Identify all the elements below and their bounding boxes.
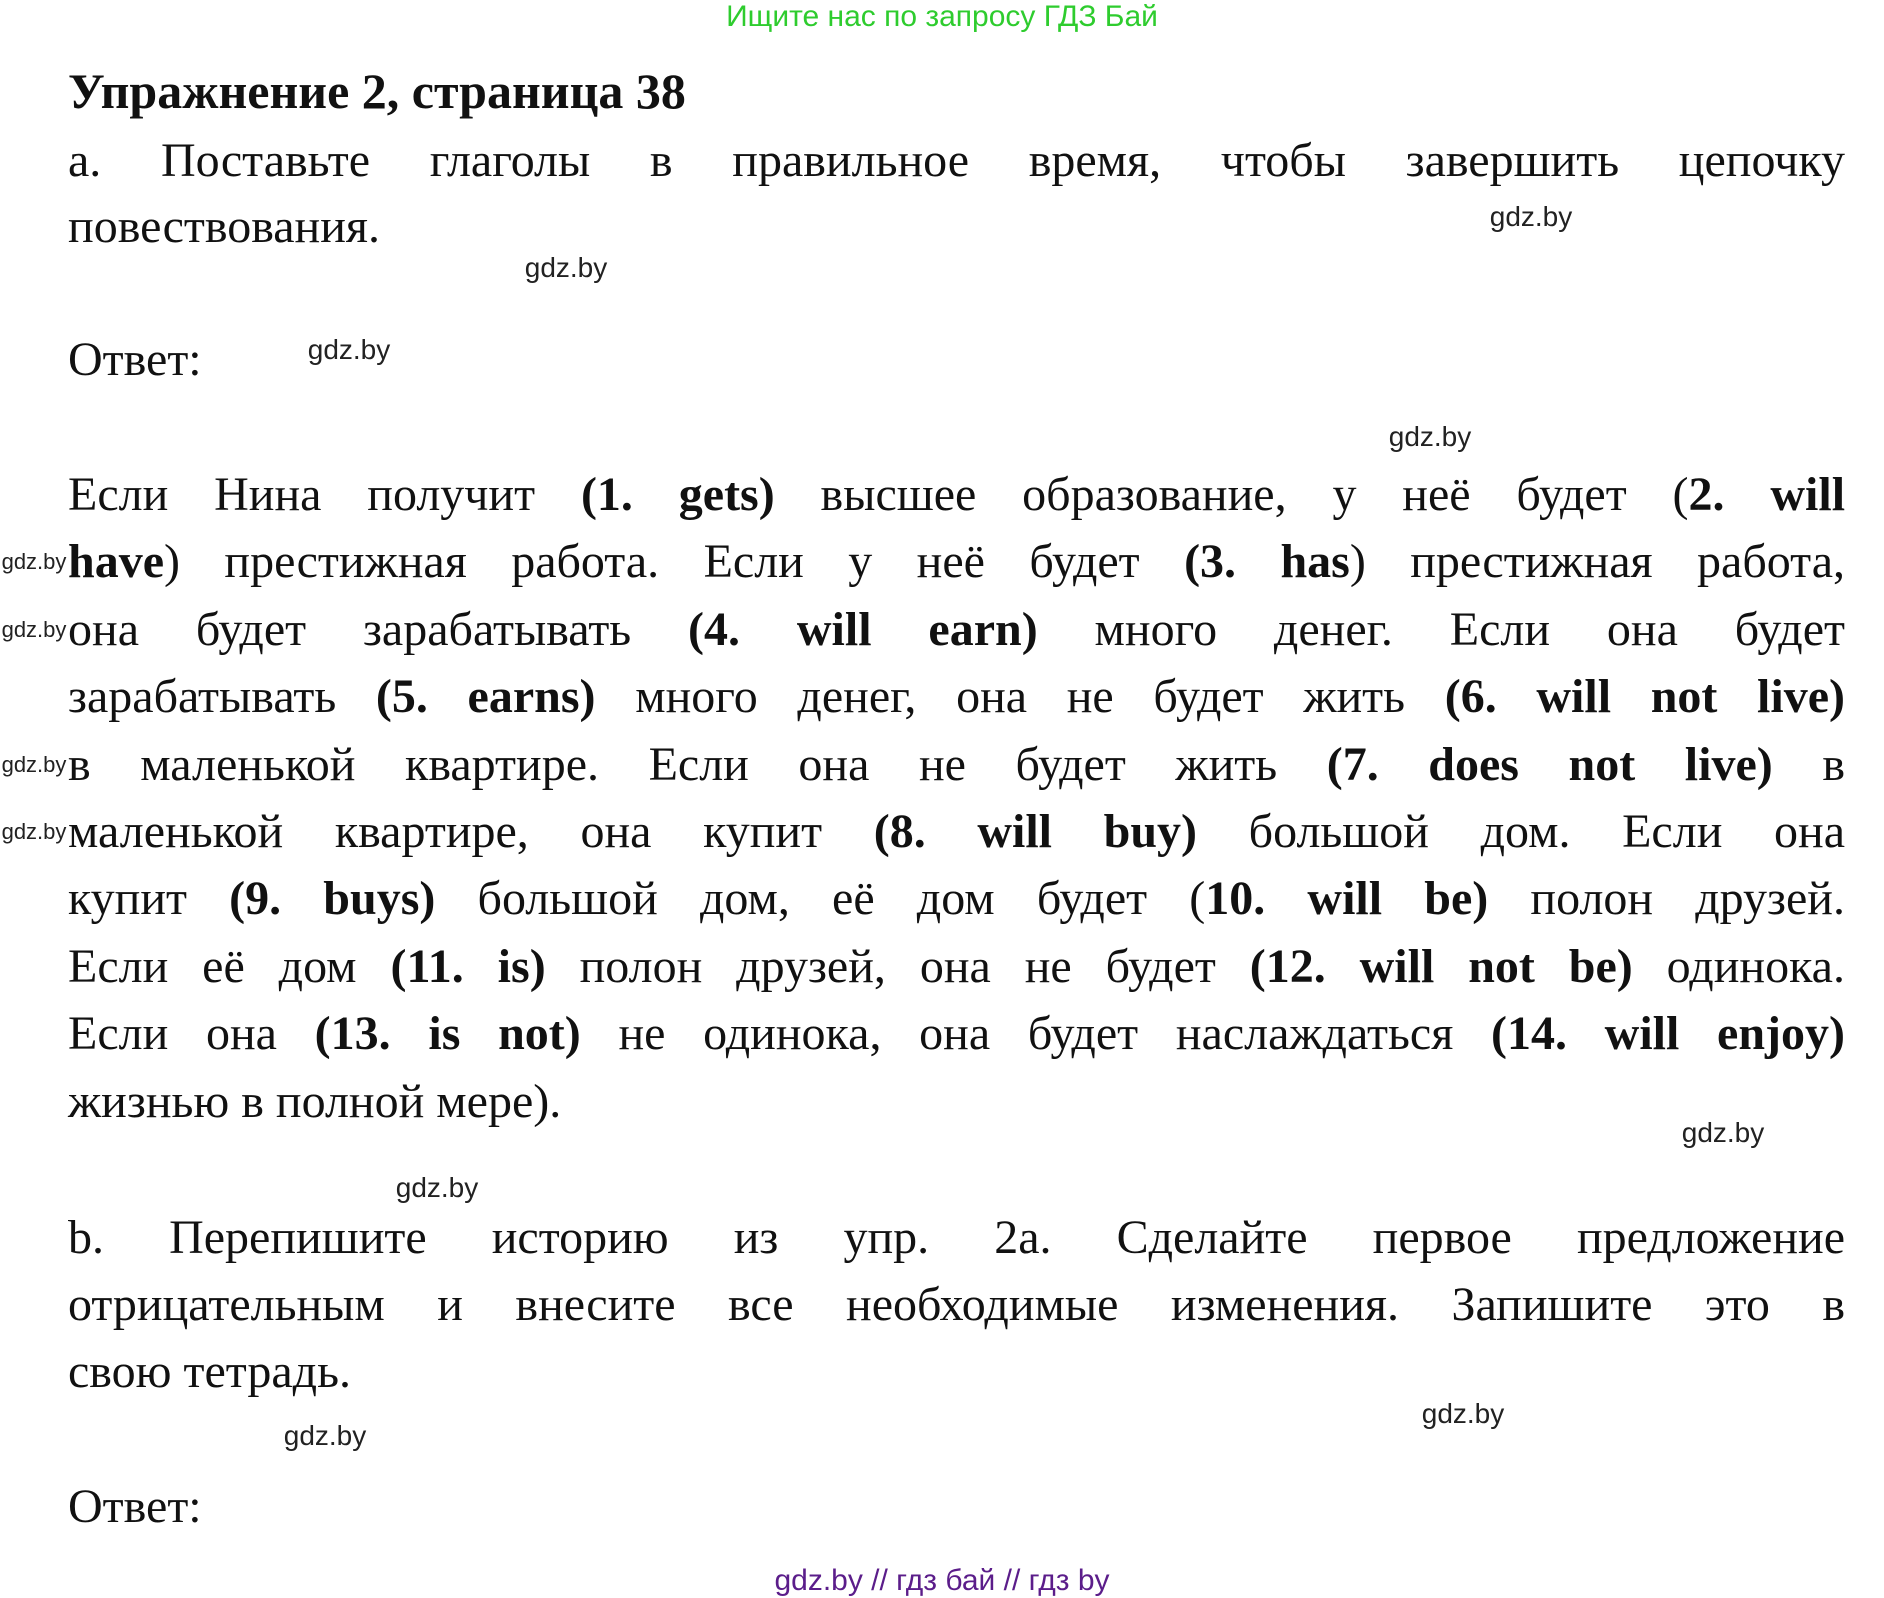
watermark: gdz.by bbox=[307, 334, 391, 365]
answer-line bbox=[68, 1004, 1845, 1064]
answer-text: ) престижная работа, bbox=[1349, 535, 1846, 589]
verb-answer: (11. is) bbox=[390, 939, 546, 993]
verb-answer: have bbox=[68, 535, 164, 589]
answer-text: ) престижная работа. Если у неё будет bbox=[164, 535, 1185, 589]
watermark: gdz.by bbox=[1421, 1398, 1505, 1429]
verb-answer: 2. will bbox=[1688, 468, 1846, 521]
task-a-line: а. Поставьте глаголы в правильное время, чтобы завершить цепочку bbox=[68, 134, 1845, 187]
verb-answer: (3. has bbox=[1184, 535, 1350, 589]
verb-answer: (6. will not live) bbox=[1444, 670, 1845, 724]
verb-answer: 10. will be) bbox=[1205, 872, 1489, 926]
answer-text: одинока. bbox=[1632, 939, 1845, 993]
answer-line bbox=[68, 532, 1845, 592]
verb-answer: (1. gets) bbox=[580, 468, 775, 521]
answer-text: в маленькой квартире. Если она не будет жить bbox=[68, 737, 1327, 791]
top-banner: Ищите нас по запросу ГДЗ Бай bbox=[726, 0, 1158, 33]
answer-text: зарабатывать bbox=[68, 670, 376, 724]
answer-text: полон друзей, она не будет bbox=[545, 939, 1250, 993]
answer-line bbox=[68, 937, 1845, 997]
answer-text: полон друзей. bbox=[1488, 872, 1845, 926]
answer-text: высшее образование, у неё будет ( bbox=[774, 468, 1689, 521]
task-b-line: отрицательным и внесите все необходимые изменения. Запишите это в bbox=[68, 1278, 1845, 1331]
answer-text: маленькой квартире, она купит bbox=[68, 805, 874, 858]
watermark: gdz.by bbox=[1489, 201, 1573, 232]
verb-answer: (7. does not live) bbox=[1326, 737, 1773, 791]
answer-text: в bbox=[1772, 737, 1845, 791]
verb-answer: (8. will buy) bbox=[873, 805, 1198, 858]
answer-line bbox=[68, 802, 1845, 862]
task-b-line: b. Перепишите историю из упр. 2а. Сделайте первое предложение bbox=[68, 1211, 1845, 1264]
answer-text: Если она bbox=[68, 1007, 315, 1061]
watermark: gdz.by bbox=[1, 752, 67, 777]
answer-line bbox=[68, 1072, 1845, 1132]
answer-line bbox=[68, 465, 1845, 525]
verb-answer: (14. will enjoy) bbox=[1490, 1007, 1846, 1061]
answer-label-b: Ответ: bbox=[68, 1480, 202, 1533]
answer-label-a: Ответ: bbox=[68, 333, 202, 386]
answer-line bbox=[68, 869, 1845, 929]
task-b-line: свою тетрадь. bbox=[68, 1345, 351, 1398]
answer-text: Если Нина получит bbox=[68, 468, 581, 521]
watermark: gdz.by bbox=[1681, 1117, 1765, 1148]
answer-line bbox=[68, 600, 1845, 660]
answer-text: она будет зарабатывать bbox=[68, 602, 689, 656]
verb-answer: (12. will not be) bbox=[1249, 939, 1633, 993]
answer-text: жизнью в полной мере). bbox=[68, 1074, 562, 1128]
answer-text: много денег. Если она будет bbox=[1037, 602, 1845, 656]
watermark: gdz.by bbox=[283, 1420, 367, 1451]
answer-text: много денег, она не будет жить bbox=[595, 670, 1445, 724]
verb-answer: (13. is not) bbox=[314, 1007, 581, 1061]
watermark: gdz.by bbox=[524, 252, 608, 283]
answer-line bbox=[68, 735, 1845, 795]
verb-answer: (9. buys) bbox=[229, 872, 436, 926]
answer-text: не одинока, она будет наслаждаться bbox=[580, 1007, 1491, 1061]
watermark: gdz.by bbox=[1, 549, 67, 574]
answer-text: большой дом, её дом будет ( bbox=[435, 872, 1206, 926]
footer-links: gdz.by // гдз бай // гдз by bbox=[774, 1564, 1110, 1597]
task-a-line: повествования. bbox=[68, 200, 380, 253]
answer-line bbox=[68, 667, 1845, 727]
watermark: gdz.by bbox=[1388, 421, 1472, 452]
verb-answer: (5. earns) bbox=[375, 670, 596, 724]
watermark: gdz.by bbox=[395, 1172, 479, 1203]
exercise-title: Упражнение 2, страница 38 bbox=[68, 63, 686, 119]
watermark: gdz.by bbox=[1, 617, 67, 642]
answer-text: купит bbox=[68, 872, 230, 926]
verb-answer: (4. will earn) bbox=[688, 602, 1038, 656]
answer-text: большой дом. Если она bbox=[1197, 805, 1846, 858]
watermark: gdz.by bbox=[1, 819, 67, 844]
answer-text: Если её дом bbox=[68, 939, 391, 993]
